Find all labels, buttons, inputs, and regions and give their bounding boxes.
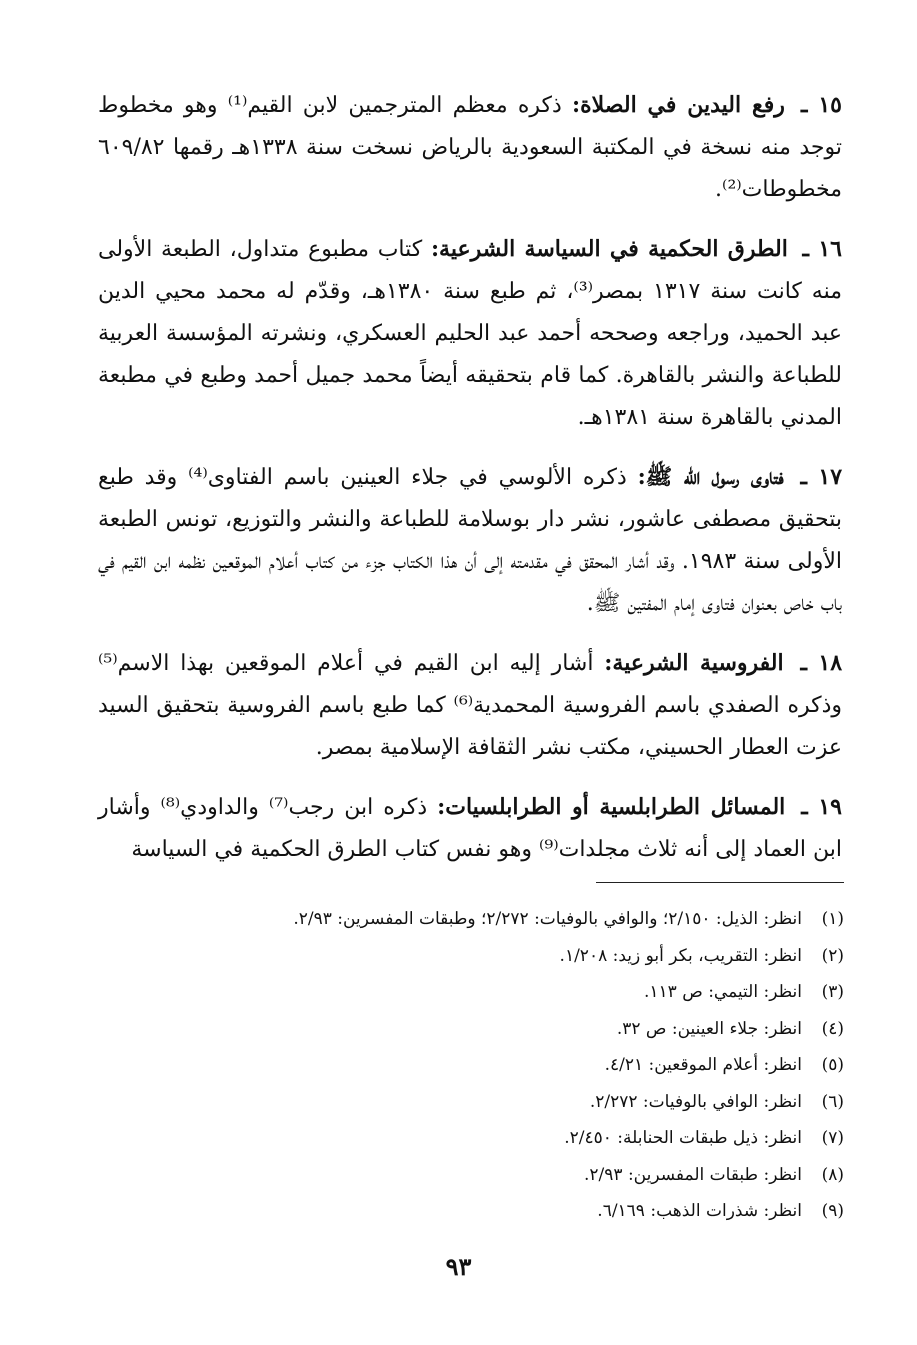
entry-number: ١٩ ـ bbox=[801, 794, 842, 820]
footnote-item bbox=[200, 1047, 844, 1084]
footnote-item bbox=[200, 1157, 844, 1194]
entry-title: المسائل الطرابلسية أو الطرابلسيات: bbox=[437, 794, 786, 820]
entry-text: ذكره معظم المترجمين لابن القيم⁽¹⁾ وهو مخطوط توجد منه نسخة في المكتبة السعودية بالرياض نسخت سنة ١٣٣٨هـ رقمها ٦٠٩/٨٢ مخطوطات⁽²⁾. bbox=[98, 93, 842, 202]
footnote-text: انظر: طبقات المفسرين: ٢/٩٣. bbox=[584, 1164, 802, 1185]
entry-title: الطرق الحكمية في السياسة الشرعية: bbox=[430, 236, 788, 262]
entry-text: ذكره ابن رجب⁽⁷⁾ والداودي⁽⁸⁾ وأشار ابن العماد إلى أنه ثلاث مجلدات⁽⁹⁾ وهو نفس كتاب الطرق الحكمية في السياسة bbox=[98, 795, 842, 862]
entry-title: فتاوى رسول الله ﷺ: bbox=[637, 464, 784, 490]
footnote-text: انظر: التيمي: ص ١١٣. bbox=[644, 982, 802, 1002]
footnote-item bbox=[200, 938, 844, 975]
footnotes bbox=[200, 901, 844, 1230]
footnote-text: انظر: جلاء العينين: ص ٣٢. bbox=[616, 1018, 802, 1039]
entry-text: كتاب مطبوع متداول، الطبعة الأولى منه كانت سنة ١٣١٧ بمصر⁽³⁾، ثم طبع سنة ١٣٨٠هـ، وقدّم له محمد محيي الدين عبد الحميد، وراجعه وصححه أحمد عبد الحليم العسكري، ونشرته المؤسسة العربية للطباعة والنشر بالقاهرة. كما قام بتحقيقه أيضاً محمد جميل أحمد وطبع في مطبعة المدني بالقاهرة سنة ١٣٨١هـ. bbox=[98, 237, 843, 430]
footnote-number: (٢) bbox=[821, 945, 844, 966]
main-text bbox=[98, 84, 842, 888]
book-entry-17 bbox=[98, 456, 842, 625]
footnote-number: (٦) bbox=[821, 1091, 844, 1112]
footnote-item bbox=[200, 901, 844, 938]
page-number: ٩٣ bbox=[445, 1252, 472, 1281]
footnote-separator bbox=[596, 882, 844, 883]
book-entry-19 bbox=[98, 786, 842, 871]
footnote-number: (٥) bbox=[821, 1055, 844, 1075]
footnote-item bbox=[200, 974, 844, 1011]
entry-number: ١٧ ـ bbox=[800, 464, 843, 490]
book-entry-18 bbox=[98, 642, 842, 769]
entry-text: ذكره الألوسي في جلاء العينين باسم الفتاوى⁽⁴⁾ وقد طبع بتحقيق مصطفى عاشور، نشر دار بوسلامة للطباعة والنشر والتوزيع، تونس الطبعة الأولى سنة ١٩٨٣. وقد أشار المحقق في مقدمته إلى أن هذا الكتاب جزء من كتاب أعلام الموقعين نظمه ابن القيم في باب خاص بعنوان فتاوى إمام المفتين ﷺ. bbox=[98, 465, 843, 616]
footnote-text: انظر: التقريب، بكر أبو زيد: ١/٢٠٨. bbox=[559, 945, 802, 966]
footnote-text: انظر: الذيل: ٢/١٥٠؛ والوافي بالوفيات: ٢/٢٧٢؛ وطبقات المفسرين: ٢/٩٣. bbox=[293, 909, 802, 929]
entry-text: أشار إليه ابن القيم في أعلام الموقعين بهذا الاسم⁽⁵⁾ وذكره الصفدي باسم الفروسية المحمدية⁽⁶⁾ كما طبع باسم الفروسية بتحقيق السيد عزت العطار الحسيني، مكتب نشر الثقافة الإسلامية بمصر. bbox=[98, 651, 843, 760]
footnote-text: انظر: شذرات الذهب: ٦/١٦٩. bbox=[597, 1201, 802, 1221]
footnote-item bbox=[200, 1193, 844, 1230]
footnote-number: (١) bbox=[821, 909, 844, 929]
footnote-number: (٤) bbox=[821, 1018, 844, 1039]
footnote-text: انظر: الوافي بالوفيات: ٢/٢٧٢. bbox=[589, 1091, 802, 1112]
footnote-item bbox=[200, 1084, 844, 1121]
footnote-item bbox=[200, 1011, 844, 1048]
book-entry-16 bbox=[98, 228, 842, 439]
footnote-text: انظر: ذيل طبقات الحنابلة: ٢/٤٥٠. bbox=[564, 1128, 802, 1148]
entry-number: ١٨ ـ bbox=[800, 650, 843, 676]
entry-title: رفع اليدين في الصلاة: bbox=[572, 92, 785, 118]
footnote-item bbox=[200, 1120, 844, 1157]
footnote-number: (٣) bbox=[821, 982, 844, 1002]
entry-number: ١٥ ـ bbox=[801, 92, 842, 118]
footnote-number: (٧) bbox=[821, 1128, 844, 1148]
footnote-number: (٩) bbox=[821, 1201, 844, 1221]
entry-title: الفروسية الشرعية: bbox=[604, 650, 784, 676]
book-entry-15 bbox=[98, 84, 842, 211]
footnote-text: انظر: أعلام الموقعين: ٤/٢١. bbox=[604, 1055, 802, 1075]
footnote-number: (٨) bbox=[821, 1164, 844, 1185]
entry-number: ١٦ ـ bbox=[802, 236, 842, 262]
